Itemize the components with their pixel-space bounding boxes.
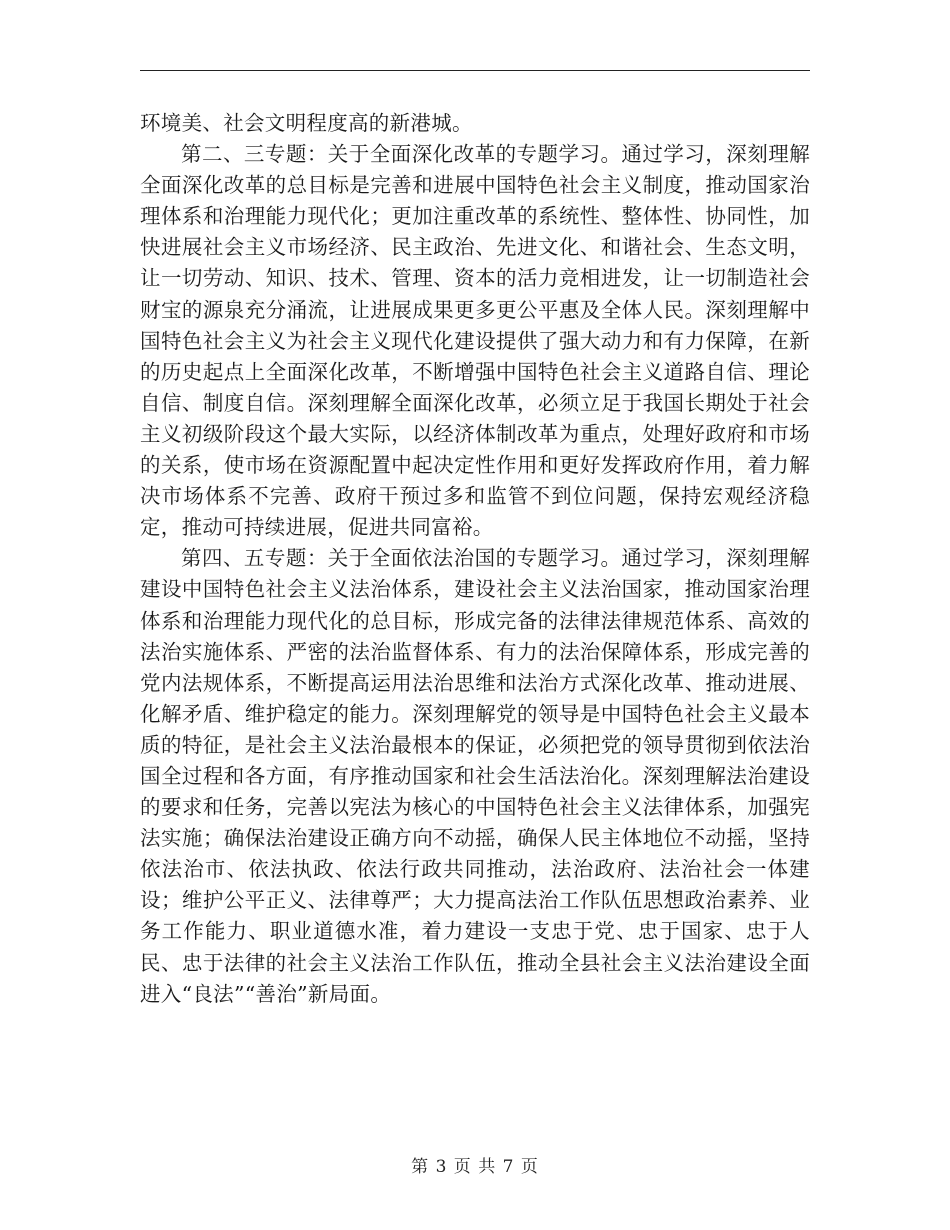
document-body [140, 108, 810, 1010]
paragraph-reform-topic: 第二、三专题：关于全面深化改革的专题学习。通过学习，深刻理解全面深化改革的总目标是完善和进展中国特色社会主义制度，推动国家治理体系和治理能力现代化；更加注重改革的系统性、整体性、协同性，加快进展社会主义市场经济、民主政治、先进文化、和谐社会、生态文明，让一切劳动、知识、技术、管理、资本的活力竞相进发，让一切制造社会财宝的源泉充分涌流，让进展成果更多更公平惠及全体人民。深刻理解中国特色社会主义为社会主义现代化建设提供了强大动力和有力保障，在新的历史起点上全面深化改革，不断增强中国特色社会主义道路自信、理论自信、制度自信。深刻理解全面深化改革，必须立足于我国长期处于社会主义初级阶段这个最大实际，以经济体制改革为重点，处理好政府和市场的关系，使市场在资源配置中起决定性作用和更好发挥政府作用，着力解决市场体系不完善、政府干预过多和监管不到位问题，保持宏观经济稳定，推动可持续进展，促进共同富裕。 [140, 142, 810, 540]
paragraph-continuation: 环境美、社会文明程度高的新港城。 [140, 111, 473, 135]
page-number-footer: 第 3 页 共 7 页 [411, 1157, 539, 1177]
header-rule [140, 70, 810, 71]
paragraph-rule-of-law-topic: 第四、五专题：关于全面依法治国的专题学习。通过学习，深刻理解建设中国特色社会主义法治体系，建设社会主义法治国家，推动国家治理体系和治理能力现代化的总目标，形成完备的法律法律规范体系、高效的法治实施体系、严密的法治监督体系、有力的法治保障体系，形成完善的党内法规体系，不断提高运用法治思维和法治方式深化改革、推动进展、化解矛盾、维护稳定的能力。深刻理解党的领导是中国特色社会主义最本质的特征，是社会主义法治最根本的保证，必须把党的领导贯彻到依法治国全过程和各方面，有序推动国家和社会生活法治化。深刻理解法治建设的要求和任务，完善以宪法为核心的中国特色社会主义法律体系，加强宪法实施；确保法治建设正确方向不动摇，确保人民主体地位不动摇，坚持依法治市、依法执政、依法行政共同推动，法治政府、法治社会一体建设；维护公平正义、法律尊严；大力提高法治工作队伍思想政治素养、业务工作能力、职业道德水准，着力建设一支忠于党、忠于国家、忠于人民、忠于法律的社会主义法治工作队伍，推动全县社会主义法治建设全面进入“良法”“善治”新局面。 [140, 546, 810, 1006]
